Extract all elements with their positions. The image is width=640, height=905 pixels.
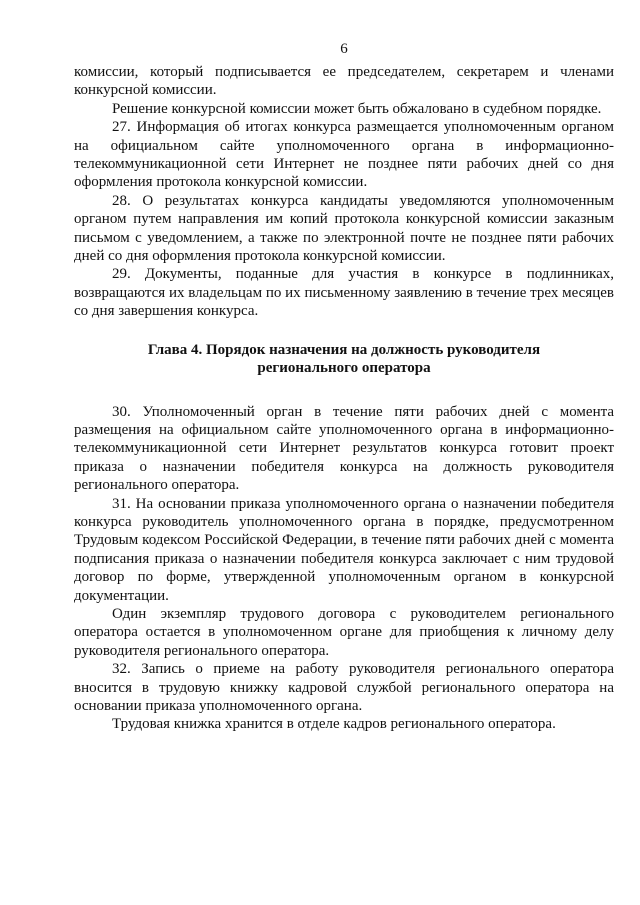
- paragraph-32: 32. Запись о приеме на работу руководителя регионального оператора вносится в трудовую книжку кадровой службой регионального оператора на основании приказа уполномоченного органа.: [74, 661, 614, 714]
- paragraph-continuation: комиссии, который подписывается ее председателем, секретарем и членами конкурсной комиссии.: [74, 64, 614, 99]
- paragraph-27: 27. Информация об итогах конкурса размещается уполномоченным органом на официальном сайте уполномоченного органа в информационно-телекоммуникационной сети Интернет не позднее пяти рабочих дней со дня оформления протокола конкурсной комиссии.: [74, 119, 614, 191]
- paragraph-31: 31. На основании приказа уполномоченного органа о назначении победителя конкурса руководитель уполномоченного органа в порядке, предусмотренном Трудовым кодексом Российской Федерации, в течение пяти рабочих дней с момента подписания приказа о назначении победителя конкурса заключает с ним трудовой договор по форме, утвержденной уполномоченным органом в конкурсной документации.: [74, 495, 614, 604]
- chapter-heading-line-1: Глава 4. Порядок назначения на должность руководителя: [147, 341, 541, 358]
- paragraph-workbook: Трудовая книжка хранится в отделе кадров регионального оператора.: [112, 716, 556, 733]
- chapter-heading-line-2: регионального оператора: [257, 360, 431, 377]
- paragraph-appeal: Решение конкурсной комиссии может быть обжаловано в судебном порядке.: [112, 100, 602, 117]
- paragraph-30: 30. Уполномоченный орган в течение пяти рабочих дней с момента размещения на официальном сайте уполномоченного органа в информационно-телекоммуникационной сети Интернет результатов конкурса готовит проект приказа о назначении победителя конкурса на должность руководителя регионального оператора.: [74, 403, 614, 494]
- chapter-heading: [74, 341, 614, 378]
- paragraph-contract-copy: Один экземпляр трудового договора с руководителем регионального оператора остается в уполномоченном органе для приобщения к личному делу руководителя регионального оператора.: [74, 605, 614, 659]
- document-page: [74, 40, 614, 734]
- page-number: 6: [340, 41, 348, 57]
- paragraph-28: 28. О результатах конкурса кандидаты уведомляются уполномоченным органом путем направления им копий протокола конкурсной комиссии заказным письмом с уведомлением, а также по электронной почте не позднее пяти рабочих дней со дня оформления протокола конкурсной комиссии.: [74, 192, 614, 265]
- paragraph-29: 29. Документы, поданные для участия в конкурсе в подлинниках, возвращаются их владельцам по их письменному заявлению в течение трех месяцев со дня завершения конкурса.: [74, 266, 614, 320]
